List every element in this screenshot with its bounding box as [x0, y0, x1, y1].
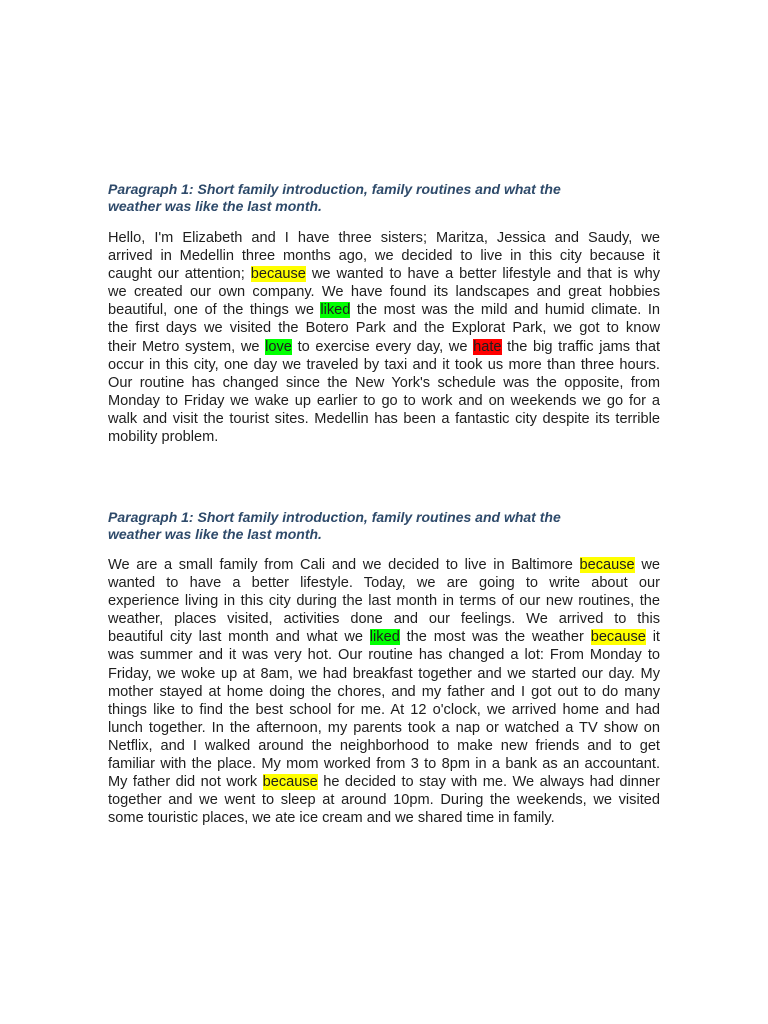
paragraph-line	[108, 265, 660, 283]
paragraph-line	[108, 392, 660, 410]
text-run: familiar with the place. My mom worked from 3 to 8pm in a bank as an accountant.	[108, 756, 660, 773]
text-run: some touristic places, we ate ice cream and we shared time in family.	[108, 810, 555, 827]
text-run: My father did not work	[108, 774, 263, 791]
text-run: to exercise every day, we	[291, 338, 474, 355]
paragraph-line	[108, 319, 660, 337]
section-2-paragraph	[108, 556, 660, 827]
paragraph-line	[108, 229, 660, 247]
text-run: we created our own company. We have found its landscapes and great hobbies	[108, 284, 660, 301]
highlighted-word: hate	[473, 338, 502, 355]
paragraph-line	[108, 338, 660, 356]
text-run: Netflix, and I walked around the neighborhood to make new friends and to get	[108, 737, 660, 754]
paragraph-line	[108, 719, 660, 737]
highlighted-word: because	[590, 629, 646, 646]
text-run: the big traffic jams that	[501, 338, 660, 355]
text-run: the first days we visited the Botero Park and the Explorat Park, we got to know	[108, 320, 660, 337]
text-run: the most was the weather	[399, 629, 591, 646]
paragraph-line	[108, 410, 660, 428]
paragraph-line	[108, 809, 660, 827]
paragraph-line	[108, 247, 660, 265]
text-run: together and we went to sleep at around 10pm. During the weekends, we visited	[108, 792, 660, 809]
text-run: lunch together. In the afternoon, my parents took a nap or watched a TV show on	[108, 719, 660, 736]
text-run: beautiful city last month and what we	[108, 629, 370, 646]
paragraph-line	[108, 428, 660, 446]
highlighted-word: love	[265, 338, 292, 355]
paragraph-line	[108, 665, 660, 683]
heading-line: Paragraph 1: Short family introduction, family routines and what the	[108, 181, 561, 197]
highlighted-word: liked	[369, 629, 400, 646]
section-2-heading	[108, 509, 608, 543]
text-run: the most was the mild and humid climate. In	[350, 302, 660, 319]
text-run: occur in this city, one day we traveled by taxi and it took us more than three hours.	[108, 356, 660, 373]
paragraph-line	[108, 374, 660, 392]
paragraph-line	[108, 683, 660, 701]
paragraph-line	[108, 301, 660, 319]
text-run: wanted to have a better lifestyle. Today, we are going to write about our	[108, 575, 660, 592]
paragraph-line	[108, 556, 660, 574]
paragraph-line	[108, 356, 660, 374]
text-run: arrived in Medellin three months ago, we decided to live in this city because it	[108, 248, 660, 265]
paragraph-line	[108, 628, 660, 646]
text-run: caught our attention;	[108, 266, 251, 283]
text-run: we wanted to have a better lifestyle and that is why	[305, 266, 660, 283]
text-run: he decided to stay with me. We always had dinner	[317, 774, 660, 791]
text-run: their Metro system, we	[108, 338, 266, 355]
text-run: Monday to Friday we wake up earlier to go to work and on weekends we go for a	[108, 392, 660, 409]
text-run: we	[634, 557, 660, 573]
text-run: Friday, we woke up at 8am, we had breakfast together and we started our day. My	[108, 665, 660, 682]
paragraph-line	[108, 737, 660, 755]
highlighted-word: because	[262, 774, 318, 791]
paragraph-line	[108, 646, 660, 664]
section-1-paragraph	[108, 229, 660, 446]
heading-line: weather was like the last month.	[108, 198, 322, 214]
paragraph-line	[108, 701, 660, 719]
text-run: beautiful, one of the things we	[108, 302, 321, 319]
text-run: experience living in this city during the last month in terms of our new routines, the	[108, 593, 660, 610]
highlighted-word: because	[579, 557, 635, 573]
text-run: things like to find the best school for me. At 12 o'clock, we arrived home and had	[108, 701, 660, 718]
paragraph-line	[108, 755, 660, 773]
paragraph-line	[108, 791, 660, 809]
heading-line: Paragraph 1: Short family introduction, family routines and what the	[108, 509, 561, 525]
text-run: it	[645, 629, 660, 646]
paragraph-line	[108, 283, 660, 301]
text-run: walk and visit the tourist sites. Medellin has been a fantastic city despite its terrible	[108, 410, 660, 427]
paragraph-line	[108, 610, 660, 628]
text-run: Our routine has changed since the New York's schedule was the opposite, from	[108, 374, 660, 391]
text-run: mother stayed at home doing the chores, and my father and I got out to do many	[108, 683, 660, 700]
paragraph-line	[108, 773, 660, 791]
text-run: weather, places visited, activities done and our feelings. We arrived to this	[108, 611, 660, 628]
paragraph-line	[108, 592, 660, 610]
highlighted-word: liked	[320, 302, 351, 319]
heading-line: weather was like the last month.	[108, 526, 322, 542]
text-run: We are a small family from Cali and we decided to live in Baltimore	[108, 557, 580, 573]
text-run: Hello, I'm Elizabeth and I have three sisters; Maritza, Jessica and Saudy, we	[108, 230, 660, 246]
section-1-heading	[108, 181, 608, 215]
paragraph-line	[108, 574, 660, 592]
text-run: was summer and it was very hot. Our routine has changed a lot: From Monday to	[108, 647, 660, 664]
highlighted-word: because	[250, 266, 306, 283]
text-run: mobility problem.	[108, 429, 219, 446]
